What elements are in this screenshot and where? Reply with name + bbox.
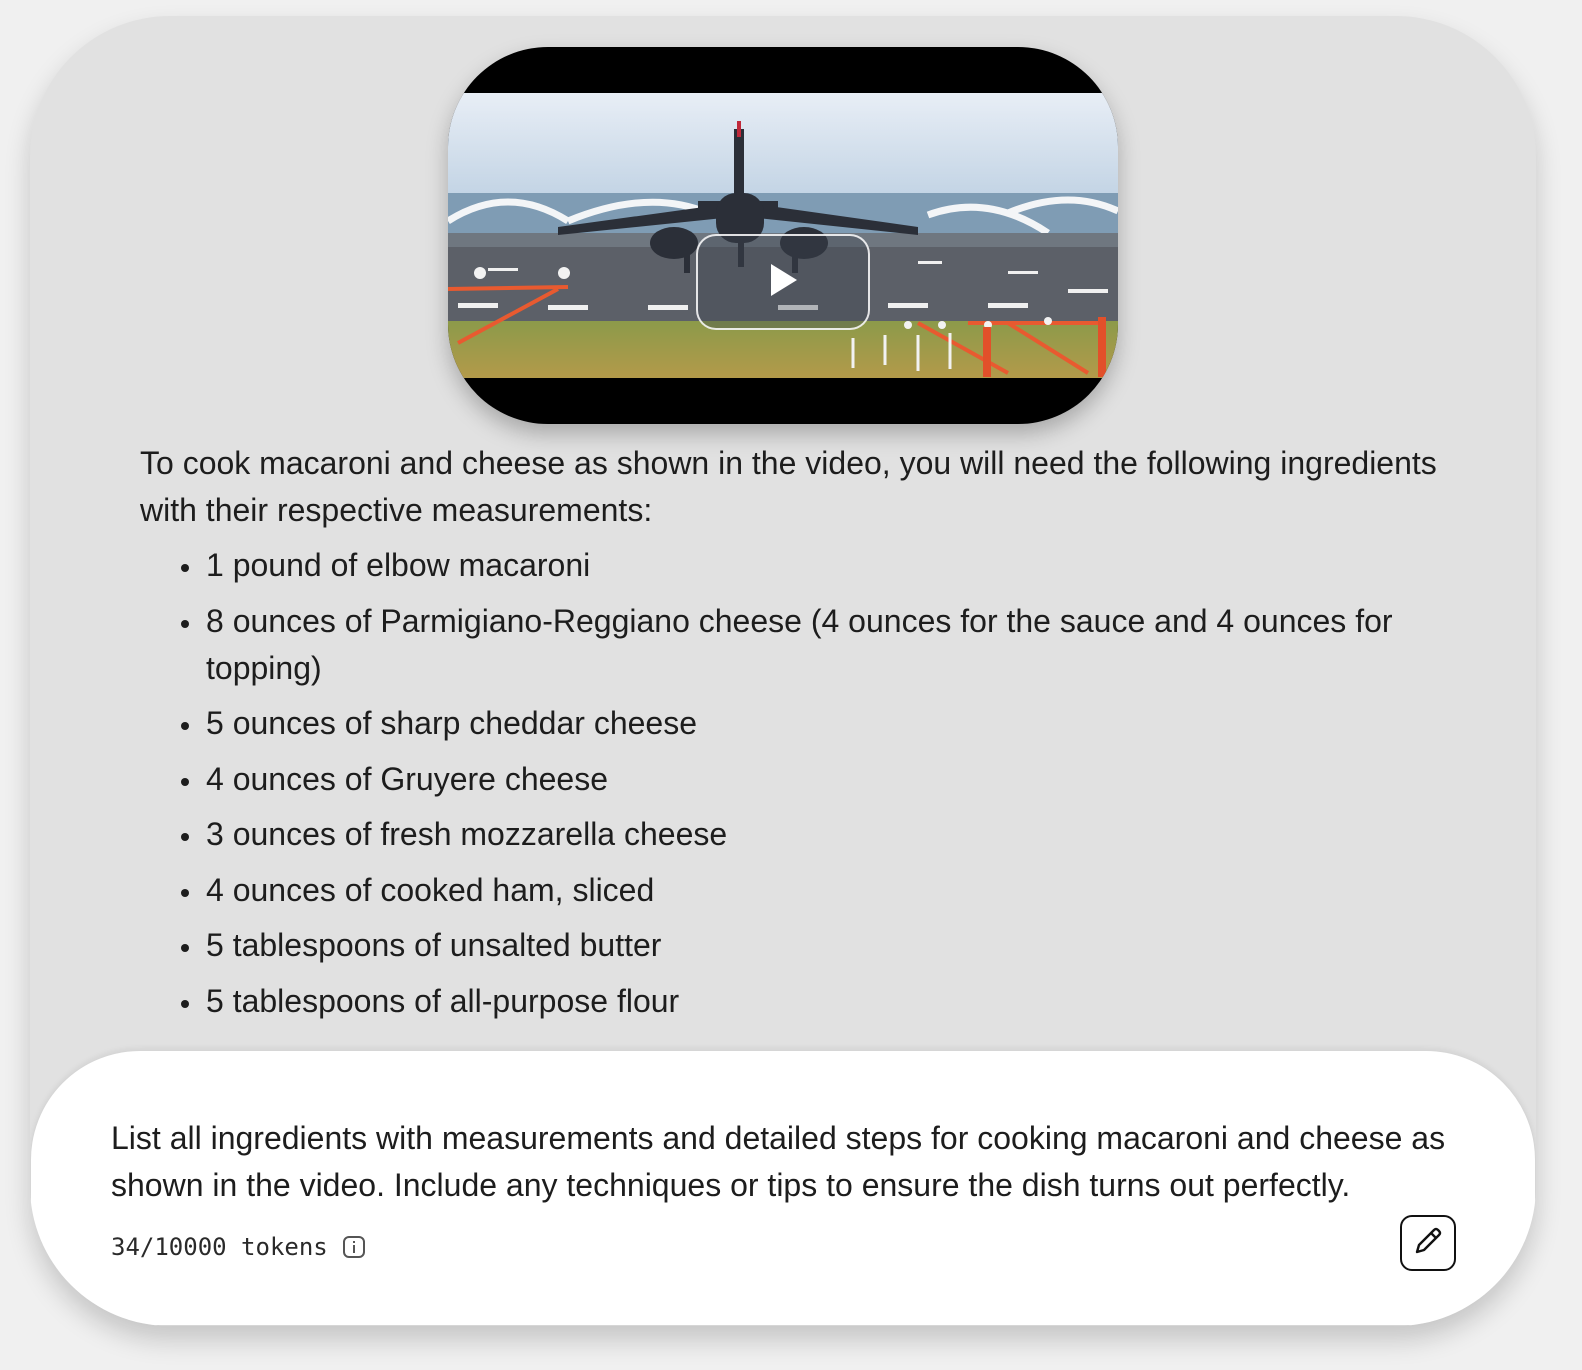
list-item: • 4 ounces of cooked ham, sliced (204, 867, 1440, 914)
list-item: • 5 ounces of sharp cheddar cheese (204, 700, 1440, 747)
list-item: • 1 pound of elbow macaroni (204, 542, 1440, 589)
video-thumbnail (448, 93, 1118, 378)
play-icon (765, 260, 801, 305)
list-item: • 4 ounces of Gruyere cheese (204, 756, 1440, 803)
token-count-label: 34/10000 tokens (111, 1233, 328, 1261)
answer-intro: To cook macaroni and cheese as shown in the video, you will need the following ingredients with their respective measurements: (140, 445, 1437, 528)
info-icon[interactable] (342, 1235, 366, 1259)
ingredients-list (140, 542, 1440, 1025)
token-counter (111, 1233, 366, 1261)
prompt-text[interactable]: List all ingredients with measurements and detailed steps for cooking macaroni and cheese as shown in the video. Include any techniques or tips to ensure the dish turns out perfectly. (111, 1120, 1446, 1203)
list-item: • 8 ounces of Parmigiano-Reggiano cheese (4 ounces for the sauce and 4 ounces for topping) (204, 598, 1440, 692)
play-button[interactable] (696, 234, 870, 330)
list-item: • 5 tablespoons of all-purpose flour (204, 978, 1440, 1025)
edit-button[interactable] (1400, 1215, 1456, 1271)
prompt-input-box[interactable] (30, 1050, 1536, 1326)
list-item: • 3 ounces of fresh mozzarella cheese (204, 811, 1440, 858)
chat-card (30, 16, 1536, 1326)
video-player[interactable] (448, 47, 1118, 424)
pencil-icon (1411, 1224, 1445, 1263)
assistant-answer (140, 440, 1440, 1033)
list-item: • 5 tablespoons of unsalted butter (204, 922, 1440, 969)
